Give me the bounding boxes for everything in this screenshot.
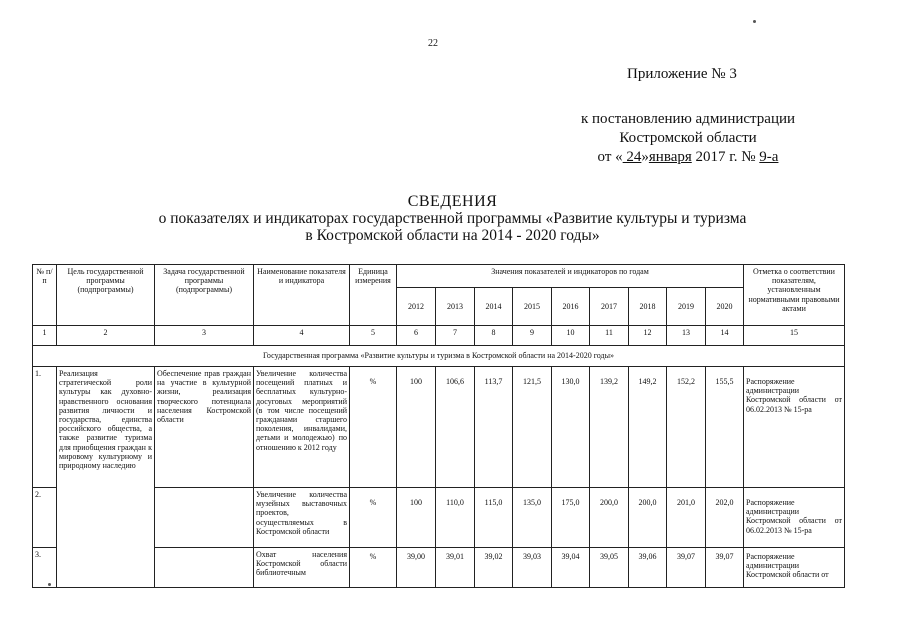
document-title: СВЕДЕНИЯ <box>407 193 498 210</box>
date-month: января <box>648 149 692 165</box>
header-goal: Цель государственной программы (подпрограммы) <box>57 265 155 326</box>
note-cell: Распоряжение администрации Костромской области от 06.02.2013 № 15-ра <box>744 367 845 488</box>
note-cell: Распоряжение администрации Костромской области от 06.02.2013 № 15-ра <box>744 488 845 548</box>
header-year: 2013 <box>436 288 475 326</box>
table-row <box>33 548 845 588</box>
program-row: Государственная программа «Развитие культуры и туризма в Костромской области на 2014-2020 годы» <box>33 346 845 367</box>
header-task: Задача государственной программы (подпрограммы) <box>155 265 254 326</box>
value-cell: 135,0 <box>513 488 552 548</box>
value-cell: 121,5 <box>513 367 552 488</box>
column-number: 11 <box>590 326 629 346</box>
value-cell: 201,0 <box>667 488 706 548</box>
unit-cell: % <box>350 488 397 548</box>
column-number: 13 <box>667 326 706 346</box>
value-cell: 100 <box>397 367 436 488</box>
header-year: 2019 <box>667 288 706 326</box>
header-num: № п/п <box>33 265 57 326</box>
value-cell: 110,0 <box>436 488 475 548</box>
row-number: 3. <box>33 548 57 588</box>
table-row <box>33 367 845 488</box>
value-cell: 39,05 <box>590 548 629 588</box>
scan-speck <box>753 20 756 23</box>
value-cell: 100 <box>397 488 436 548</box>
header-values-group: Значения показателей и индикаторов по годам <box>397 265 744 288</box>
value-cell: 39,03 <box>513 548 552 588</box>
page-number: 22 <box>428 38 438 49</box>
value-cell: 149,2 <box>629 367 667 488</box>
value-cell: 202,0 <box>706 488 744 548</box>
column-number: 5 <box>350 326 397 346</box>
value-cell: 155,5 <box>706 367 744 488</box>
header-unit: Единица измерения <box>350 265 397 326</box>
date-day: 24 <box>622 149 642 165</box>
header-year: 2017 <box>590 288 629 326</box>
task-cell: Обеспечение прав граждан на участие в культурной жизни, реализация творческого потенциала населения Костромской области <box>155 367 254 488</box>
column-number: 14 <box>706 326 744 346</box>
value-cell: 39,01 <box>436 548 475 588</box>
value-cell: 39,07 <box>667 548 706 588</box>
header-year: 2018 <box>629 288 667 326</box>
indicator-cell: Охват населения Костромской области библиотечным <box>254 548 350 588</box>
heading-line-3: в Костромской области на 2014 - 2020 годы» <box>305 227 600 244</box>
task-cell-empty <box>155 548 254 588</box>
resolution-line-2: Костромской области <box>619 130 757 146</box>
column-number: 10 <box>552 326 590 346</box>
indicator-cell: Увеличение количества посещений платных и бесплатных культурно-досуговых мероприятий (в том числе посещений гражданами старшего поколения, инвалидами, детьми и молодежью) по отношению к 2012 году <box>254 367 350 488</box>
date-day-close: » <box>641 149 649 165</box>
value-cell: 139,2 <box>590 367 629 488</box>
value-cell: 200,0 <box>590 488 629 548</box>
document-heading <box>0 193 905 244</box>
column-number: 2 <box>57 326 155 346</box>
appendix-label: Приложение № 3 <box>627 66 737 82</box>
value-cell: 39,00 <box>397 548 436 588</box>
value-cell: 39,04 <box>552 548 590 588</box>
heading-line-2: о показателях и индикаторах государственной программы «Развитие культуры и туризма <box>158 210 747 227</box>
goal-cell: Реализация стратегической роли культуры как духовно-нравственного основания развития личности и государства, единства российского общества, а также развитие туризма для приобщения граждан к мировому культурному и природному наследию <box>57 367 155 588</box>
indicators-table <box>32 264 845 588</box>
resolution-number: 9-а <box>759 149 779 165</box>
resolution-line-1: к постановлению администрации <box>580 111 796 127</box>
note-cell: Распоряжение администрации Костромской области от <box>744 548 845 588</box>
column-number-row <box>33 326 845 346</box>
column-number: 3 <box>155 326 254 346</box>
column-number: 1 <box>33 326 57 346</box>
header-year: 2020 <box>706 288 744 326</box>
header-year: 2015 <box>513 288 552 326</box>
header-indicator: Наименование показателя и индикатора <box>254 265 350 326</box>
column-number: 9 <box>513 326 552 346</box>
value-cell: 115,0 <box>475 488 513 548</box>
column-number: 4 <box>254 326 350 346</box>
column-number: 7 <box>436 326 475 346</box>
value-cell: 39,02 <box>475 548 513 588</box>
indicator-cell: Увеличение количества музейных выставочных проектов, осуществляемых в Костромской области <box>254 488 350 548</box>
column-number: 8 <box>475 326 513 346</box>
resolution-date-line <box>578 148 798 167</box>
header-note: Отметка о соответствии показателям, установленным нормативными правовыми актами <box>744 265 845 326</box>
value-cell: 152,2 <box>667 367 706 488</box>
value-cell: 39,07 <box>706 548 744 588</box>
unit-cell: % <box>350 548 397 588</box>
header-year: 2014 <box>475 288 513 326</box>
task-cell-empty <box>155 488 254 548</box>
header-year: 2012 <box>397 288 436 326</box>
table-row <box>33 488 845 548</box>
unit-cell: % <box>350 367 397 488</box>
value-cell: 39,06 <box>629 548 667 588</box>
value-cell: 130,0 <box>552 367 590 488</box>
value-cell: 113,7 <box>475 367 513 488</box>
value-cell: 175,0 <box>552 488 590 548</box>
date-prefix: от « <box>597 149 623 165</box>
value-cell: 106,6 <box>436 367 475 488</box>
resolution-reference <box>578 110 798 167</box>
column-number: 15 <box>744 326 845 346</box>
header-year: 2016 <box>552 288 590 326</box>
row-number: 2. <box>33 488 57 548</box>
date-year: 2017 г. № <box>691 149 760 165</box>
column-number: 6 <box>397 326 436 346</box>
row-number: 1. <box>33 367 57 488</box>
column-number: 12 <box>629 326 667 346</box>
value-cell: 200,0 <box>629 488 667 548</box>
